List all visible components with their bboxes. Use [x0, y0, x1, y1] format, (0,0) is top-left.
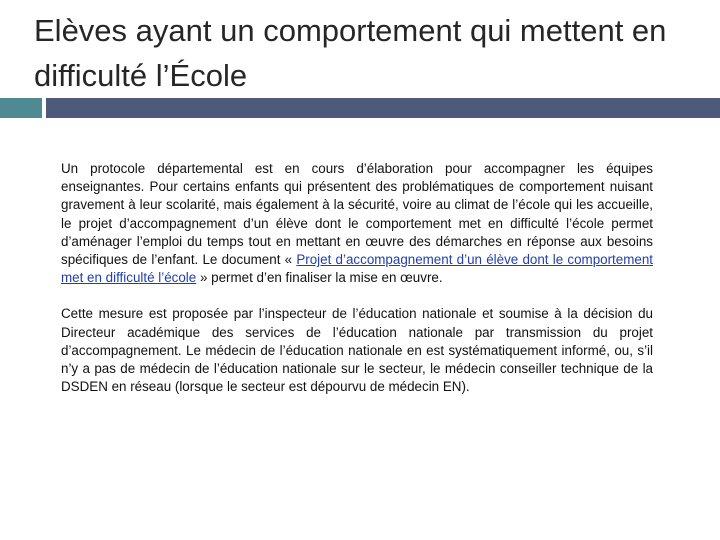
paragraph-text-after-link: » permet d’en finaliser la mise en œuvre.	[196, 270, 443, 286]
content-text	[61, 160, 653, 414]
paragraph-measure: Cette mesure est proposée par l’inspecteur de l’éducation nationale et soumise à la décision du Directeur académique des services de l’éducation nationale par transmission du projet d’accompagnement. Le médecin de l’éducation nationale en est systématiquement informé, ou, s’il n’y a pas de médecin de l’éducation nationale sur le secteur, le médecin conseiller technique de la DSDEN en réseau (lorsque le secteur est dépourvu de médecin EN).	[61, 306, 653, 395]
title-accent-bar	[0, 98, 42, 118]
document-link[interactable]: Projet d’accompagnement d’un élève dont le comportement met en difficulté l’école	[61, 252, 653, 286]
title-divider-bar	[46, 98, 720, 118]
paragraph-protocol	[61, 160, 653, 287]
paragraph-text-before-link: Un protocole départemental est en cours d’élaboration pour accompagner les équipes enseignantes. Pour certains enfants qui présentent des problématiques de comportement nuisant gravement à leur scolarité, mais également à la sécurité, voire au climat de l’école qui les accueille, le projet d’accompagnement d’un élève dont le comportement met en difficulté l’école permet d’aménager l’emploi du temps tout en mettant en œuvre des démarches en réponse aux besoins spécifiques de l’enfant. Le document «	[61, 161, 653, 268]
slide-title: Elèves ayant un comportement qui mettent en difficulté l’École	[34, 13, 667, 93]
